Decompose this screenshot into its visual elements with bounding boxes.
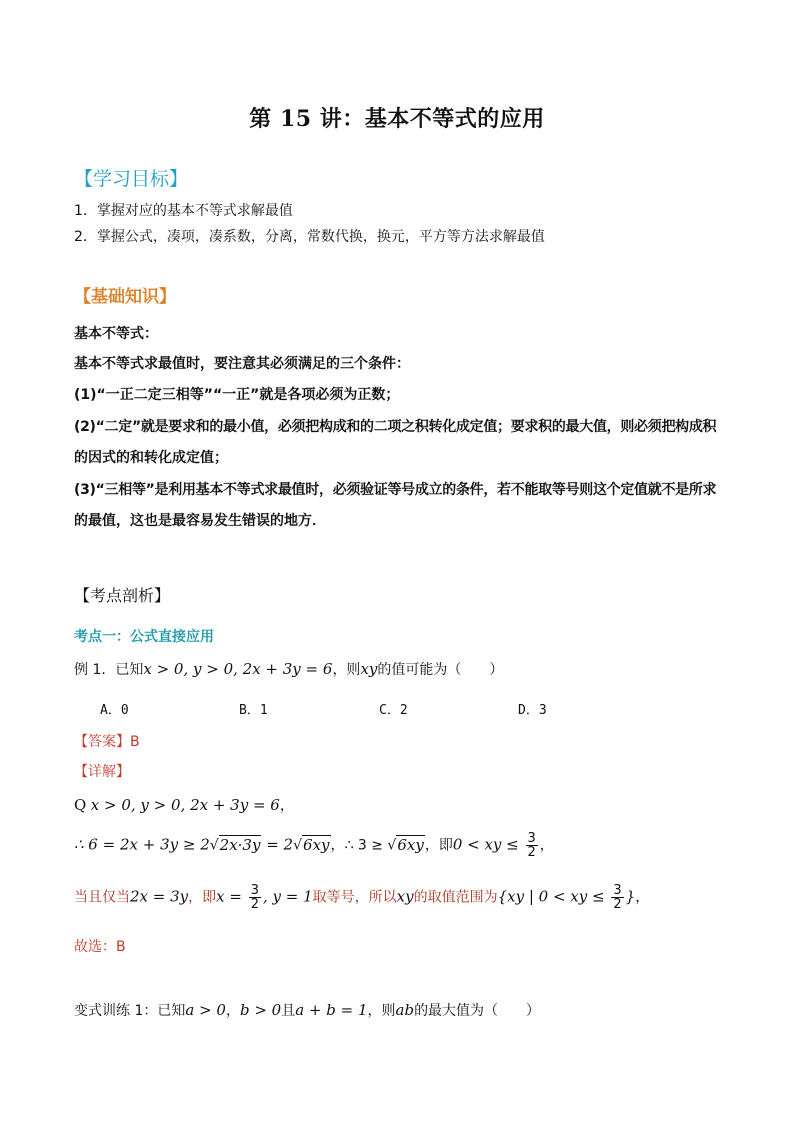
because-symbol: Q	[74, 796, 87, 814]
choose-label: 故选：	[74, 939, 116, 955]
step-2-denominator: 2	[527, 845, 536, 860]
analysis-heading: 【考点剖析】	[74, 586, 171, 605]
step-1-condition: x > 0, y > 0, 2x + 3y = 6	[90, 796, 280, 814]
example-1-question	[74, 659, 503, 679]
goals-heading: 【学习目标】	[74, 168, 189, 190]
step-3-part-i: {xy | 0 < xy ≤	[497, 887, 610, 906]
option-b: B．1	[239, 703, 268, 718]
basics-line-2: (1)“一正二定三相等”“一正”就是各项必须为正数；	[74, 387, 400, 403]
step-2-sqrt-3: 6xy	[397, 835, 424, 854]
variant-1-cond-a: a > 0	[185, 1001, 226, 1019]
step-3-part-d: x =	[216, 887, 247, 906]
answer-label: 【答案】	[74, 734, 130, 750]
option-c: C．2	[379, 703, 408, 718]
step-3-tail: ，	[635, 889, 650, 906]
basics-line-1: 基本不等式求最值时，要注意其必须满足的三个条件：	[74, 356, 410, 372]
option-a: A．0	[100, 703, 129, 718]
variant-1-suffix: 的最大值为（ ）	[414, 1003, 541, 1019]
variant-1-var: ab	[395, 1001, 415, 1019]
step-3-part-c: ，即	[188, 889, 217, 906]
basics-line-5: (3)“三相等”是利用基本不等式求最值时，必须验证等号成立的条件，若不能取等号则这个定值就不是所求	[74, 482, 717, 498]
option-d: D．3	[518, 703, 547, 718]
step-3-fraction-1	[249, 884, 261, 911]
step-3-part-g: xy	[396, 887, 414, 906]
step-2-tail: ，	[539, 837, 554, 854]
basics-line-6: 的最值，这也是最容易发生错误的地方．	[74, 513, 326, 529]
variant-1-prefix: 变式训练 1：已知	[74, 1003, 186, 1019]
variant-1-question	[74, 1000, 540, 1020]
step-3-part-e: , y = 1	[262, 887, 313, 906]
basics-line-4: 的因式的和转化成定值；	[74, 450, 228, 466]
step-3-part-f: 取等号，所以	[312, 889, 397, 906]
step-3-numerator-2: 3	[613, 883, 622, 898]
example-1-condition: x > 0, y > 0, 2x + 3y = 6	[143, 660, 333, 678]
step-2-sqrt-1: 2x·3y	[219, 835, 261, 854]
basics-label: 基本不等式：	[74, 326, 158, 342]
answer-line	[74, 731, 140, 751]
step-3-denominator-2: 2	[613, 897, 622, 912]
goal-item-1: 1．掌握对应的基本不等式求解最值	[74, 203, 293, 219]
basics-heading: 【基础知识】	[74, 287, 176, 307]
step-3-part-a: 当且仅当	[74, 889, 130, 906]
step-2-part-c: = 2	[261, 835, 294, 854]
step-2-numerator: 3	[527, 831, 536, 846]
step-2-part-g: ，即	[424, 837, 453, 854]
step-3-fraction-2	[611, 884, 623, 911]
example-1-prefix: 例 1．已知	[74, 662, 144, 678]
variant-1-cond-sum: a + b = 1	[295, 1001, 368, 1019]
choose-line	[74, 936, 126, 956]
goal-item-2: 2．掌握公式，凑项，凑系数，分离，常数代换，换元，平方等方法求解最值	[74, 229, 545, 245]
step-2-part-h: 0 < xy ≤	[452, 835, 524, 854]
variant-1-cond-b: b > 0	[239, 1001, 282, 1019]
step-3-numerator-1: 3	[250, 883, 259, 898]
example-1-mid: ，则	[332, 662, 361, 678]
step-2-sqrt-2: 6xy	[303, 835, 330, 854]
step-2-fraction	[526, 832, 538, 859]
variant-1-and: 且	[281, 1003, 296, 1019]
variant-1-sep: ，	[225, 1003, 240, 1019]
point-1-heading: 考点一：公式直接应用	[74, 629, 214, 645]
page-title: 第 15 讲：基本不等式的应用	[249, 106, 545, 132]
basics-line-3: (2)“二定”就是要求和的最小值，必须把构成和的二项之积转化成定值；要求积的最大值，则必须把构成积	[74, 419, 717, 435]
choose-value: B	[116, 939, 126, 955]
step-3-part-j: }	[625, 887, 636, 906]
answer-value: B	[130, 734, 140, 750]
step-3-part-h: 的取值范围为	[413, 889, 498, 906]
solution-step-2: ∴ 6 = 2x + 3y ≥ 2√2x·3y = 2√6xy，∴ 3 ≥ √6xy，即0 < xy ≤ $\frac{3}{2}$ ，	[74, 831, 554, 860]
detail-label: 【详解】	[74, 764, 130, 780]
step-2-part-a: ∴ 6 = 2x + 3y ≥ 2	[74, 835, 210, 854]
step-3-denominator-1: 2	[250, 897, 259, 912]
step-3-part-b: 2x = 3y	[130, 887, 189, 906]
solution-step-1	[74, 795, 294, 815]
solution-step-3	[74, 884, 649, 911]
step-1-tail: ，	[279, 798, 294, 814]
step-2-part-e: ，∴ 3 ≥	[330, 837, 388, 854]
example-1-var: xy	[360, 660, 378, 678]
example-1-suffix: 的值可能为（ ）	[377, 662, 504, 678]
variant-1-mid: ，则	[367, 1003, 396, 1019]
